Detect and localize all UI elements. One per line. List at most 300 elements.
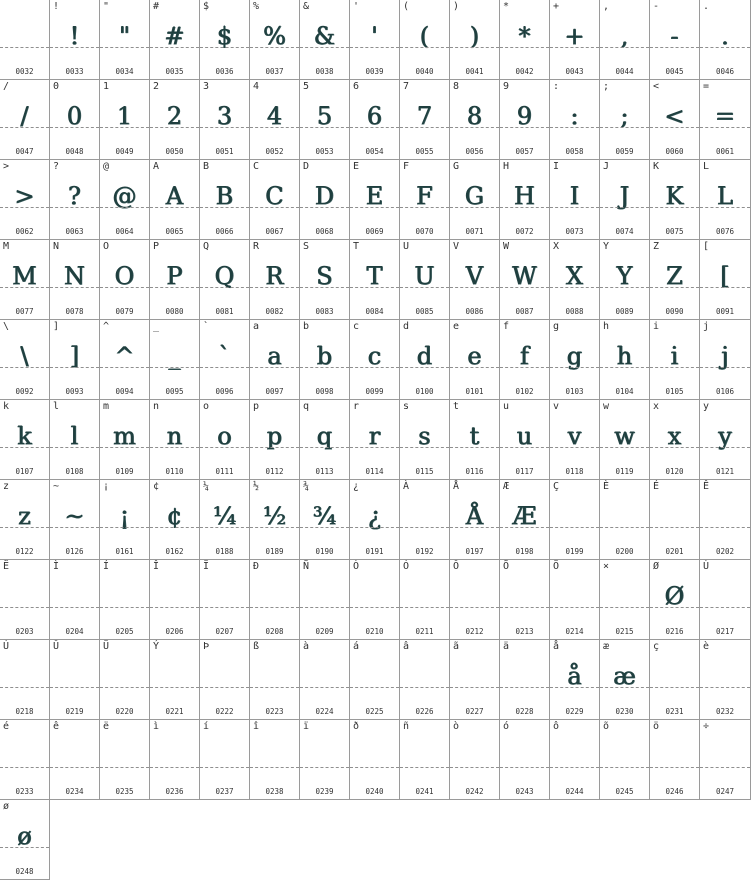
glyph-code-label: 0105 — [665, 387, 684, 396]
glyph-code-label: 0244 — [565, 787, 584, 796]
glyph-code-label: 0059 — [615, 147, 634, 156]
glyph-code-label: 0218 — [15, 707, 34, 716]
baseline-divider — [650, 447, 699, 448]
glyph-key-label: à — [303, 641, 310, 652]
glyph-preview: J — [619, 182, 630, 210]
baseline-divider — [500, 687, 549, 688]
glyph-key-label: ) — [453, 1, 460, 12]
glyph-key-label: + — [553, 1, 560, 12]
glyph-code-label: 0086 — [465, 307, 484, 316]
glyph-key-label: " — [103, 1, 110, 12]
glyph-preview: l — [70, 422, 79, 450]
glyph-cell — [550, 480, 600, 560]
glyph-code-label: 0084 — [365, 307, 384, 316]
baseline-divider — [400, 367, 449, 368]
glyph-code-label: 0207 — [215, 627, 234, 636]
glyph-key-label: d — [403, 321, 410, 332]
glyph-cell — [650, 640, 700, 720]
glyph-code-label: 0106 — [715, 387, 735, 396]
glyph-preview: ¼ — [212, 502, 237, 530]
glyph-cell — [450, 640, 500, 720]
baseline-divider — [300, 687, 349, 688]
glyph-key-label: Ð — [253, 561, 260, 572]
glyph-code-label: 0190 — [315, 547, 334, 556]
glyph-key-label: ¢ — [153, 481, 160, 492]
glyph-preview: . — [721, 22, 729, 50]
baseline-divider — [500, 367, 549, 368]
glyph-cell — [0, 240, 50, 320]
glyph-key-label: s — [403, 401, 410, 412]
glyph-key-label: / — [3, 81, 10, 92]
glyph-preview: / — [20, 102, 29, 130]
baseline-divider — [500, 767, 549, 768]
glyph-preview: ` — [218, 342, 231, 370]
glyph-code-label: 0090 — [665, 307, 684, 316]
glyph-preview — [550, 498, 599, 534]
glyph-code-label: 0070 — [415, 227, 434, 236]
glyph-cell — [350, 0, 400, 80]
glyph-cell — [600, 0, 650, 80]
baseline-divider — [0, 47, 49, 48]
baseline-divider — [0, 607, 49, 608]
glyph-key-label: Ô — [453, 561, 460, 572]
glyph-key-label: K — [653, 161, 660, 172]
glyph-code-label: 0079 — [115, 307, 134, 316]
glyph-preview: @ — [112, 182, 137, 210]
baseline-divider — [700, 207, 750, 208]
glyph-key-label: j — [703, 321, 710, 332]
glyph-key-label: × — [603, 561, 610, 572]
glyph-key-label: f — [503, 321, 510, 332]
glyph-preview: n — [166, 422, 183, 450]
glyph-preview: 6 — [366, 102, 383, 130]
baseline-divider — [250, 447, 299, 448]
glyph-code-label: 0227 — [465, 707, 484, 716]
glyph-code-label: 0197 — [465, 547, 484, 556]
baseline-divider — [600, 687, 649, 688]
baseline-divider — [100, 367, 149, 368]
glyph-key-label: Q — [203, 241, 210, 252]
glyph-cell — [600, 560, 650, 640]
glyph-key-label: è — [703, 641, 710, 652]
glyph-cell — [150, 320, 200, 400]
glyph-key-label: ì — [153, 721, 160, 732]
glyph-preview: : — [570, 102, 579, 130]
baseline-divider — [300, 767, 349, 768]
glyph-code-label: 0223 — [265, 707, 284, 716]
glyph-preview: ½ — [262, 502, 287, 530]
baseline-divider — [0, 367, 49, 368]
glyph-preview: * — [518, 22, 531, 50]
glyph-preview — [700, 578, 750, 614]
glyph-cell — [0, 480, 50, 560]
baseline-divider — [150, 527, 199, 528]
glyph-cell — [50, 720, 100, 800]
glyph-code-label: 0050 — [165, 147, 184, 156]
glyph-key-label: 9 — [503, 81, 510, 92]
glyph-key-label: u — [503, 401, 510, 412]
glyph-code-label: 0064 — [115, 227, 134, 236]
baseline-divider — [700, 607, 750, 608]
glyph-key-label: k — [3, 401, 10, 412]
glyph-code-label: 0092 — [15, 387, 34, 396]
glyph-preview — [200, 578, 249, 614]
glyph-cell — [450, 400, 500, 480]
glyph-preview: 2 — [166, 102, 183, 130]
glyph-cell — [350, 320, 400, 400]
glyph-key-label: À — [403, 481, 410, 492]
glyph-cell — [400, 560, 450, 640]
glyph-key-label: ¿ — [353, 481, 360, 492]
glyph-preview: ^ — [114, 342, 135, 370]
glyph-preview: ¡ — [119, 502, 130, 530]
baseline-divider — [600, 447, 649, 448]
glyph-key-label: â — [403, 641, 410, 652]
glyph-key-label: O — [103, 241, 110, 252]
glyph-code-label: 0246 — [665, 787, 684, 796]
glyph-cell — [400, 480, 450, 560]
glyph-code-label: 0224 — [315, 707, 334, 716]
glyph-cell — [0, 640, 50, 720]
glyph-key-label: È — [603, 481, 610, 492]
baseline-divider — [550, 367, 599, 368]
baseline-divider — [500, 447, 549, 448]
glyph-code-label: 0087 — [515, 307, 534, 316]
glyph-preview: d — [416, 342, 433, 370]
baseline-divider — [600, 287, 649, 288]
glyph-key-label: D — [303, 161, 310, 172]
glyph-preview — [450, 738, 499, 774]
glyph-preview: M — [12, 262, 37, 290]
glyph-key-label: Ü — [103, 641, 110, 652]
glyph-code-label: 0097 — [265, 387, 284, 396]
baseline-divider — [500, 287, 549, 288]
baseline-divider — [650, 287, 699, 288]
glyph-code-label: 0121 — [715, 467, 735, 476]
glyph-cell — [450, 80, 500, 160]
glyph-code-label: 0206 — [165, 627, 184, 636]
glyph-code-label: 0058 — [565, 147, 584, 156]
baseline-divider — [250, 767, 299, 768]
glyph-preview: & — [313, 22, 336, 50]
glyph-code-label: 0161 — [115, 547, 134, 556]
glyph-code-label: 0216 — [665, 627, 684, 636]
baseline-divider — [650, 367, 699, 368]
glyph-preview: t — [469, 422, 480, 450]
glyph-preview — [300, 658, 349, 694]
glyph-code-label: 0057 — [515, 147, 534, 156]
glyph-cell — [0, 400, 50, 480]
glyph-code-label: 0053 — [315, 147, 334, 156]
glyph-key-label: A — [153, 161, 160, 172]
glyph-key-label: Æ — [503, 481, 510, 492]
baseline-divider — [100, 127, 149, 128]
baseline-divider — [550, 447, 599, 448]
glyph-key-label: n — [153, 401, 160, 412]
glyph-key-label: W — [503, 241, 510, 252]
glyph-cell — [100, 0, 150, 80]
glyph-code-label: 0060 — [665, 147, 684, 156]
glyph-cell — [550, 80, 600, 160]
glyph-code-label: 0098 — [315, 387, 334, 396]
glyph-key-label: 4 — [253, 81, 260, 92]
glyph-code-label: 0233 — [15, 787, 34, 796]
glyph-key-label: ë — [103, 721, 110, 732]
glyph-preview: C — [265, 182, 284, 210]
glyph-cell — [50, 560, 100, 640]
glyph-code-label: 0034 — [115, 67, 134, 76]
glyph-code-label: 0093 — [65, 387, 84, 396]
glyph-cell — [600, 320, 650, 400]
glyph-code-label: 0229 — [565, 707, 584, 716]
glyph-cell — [200, 720, 250, 800]
baseline-divider — [50, 607, 99, 608]
glyph-cell — [550, 720, 600, 800]
baseline-divider — [150, 127, 199, 128]
baseline-divider — [450, 127, 499, 128]
glyph-preview — [450, 578, 499, 614]
glyph-code-label: 0083 — [315, 307, 334, 316]
glyph-preview: æ — [613, 662, 636, 690]
glyph-preview: i — [670, 342, 679, 370]
glyph-code-label: 0101 — [465, 387, 484, 396]
glyph-code-label: 0094 — [115, 387, 134, 396]
glyph-code-label: 0077 — [15, 307, 34, 316]
glyph-key-label: í — [203, 721, 210, 732]
glyph-code-label: 0112 — [265, 467, 284, 476]
baseline-divider — [600, 47, 649, 48]
baseline-divider — [250, 687, 299, 688]
baseline-divider — [0, 447, 49, 448]
glyph-code-label: 0248 — [15, 867, 34, 876]
glyph-code-label: 0226 — [415, 707, 434, 716]
baseline-divider — [300, 207, 349, 208]
glyph-cell — [500, 80, 550, 160]
glyph-code-label: 0037 — [265, 67, 284, 76]
glyph-cell — [700, 160, 751, 240]
glyph-code-label: 0120 — [665, 467, 684, 476]
glyph-code-label: 0043 — [565, 67, 584, 76]
glyph-code-label: 0041 — [465, 67, 484, 76]
glyph-key-label: E — [353, 161, 360, 172]
glyph-cell — [50, 240, 100, 320]
glyph-cell — [0, 160, 50, 240]
glyph-preview — [350, 658, 399, 694]
glyph-cell — [300, 80, 350, 160]
glyph-code-label: 0063 — [65, 227, 84, 236]
glyph-preview: Z — [666, 262, 683, 290]
glyph-preview: < — [664, 102, 685, 130]
glyph-key-label: t — [453, 401, 460, 412]
glyph-preview: O — [114, 262, 135, 290]
glyph-preview: c — [367, 342, 382, 370]
glyph-preview: w — [614, 422, 635, 450]
glyph-preview: å — [567, 662, 582, 690]
baseline-divider — [300, 47, 349, 48]
glyph-cell — [450, 160, 500, 240]
baseline-divider — [700, 47, 750, 48]
glyph-code-label: 0049 — [115, 147, 134, 156]
glyph-key-label: X — [553, 241, 560, 252]
baseline-divider — [100, 687, 149, 688]
glyph-code-label: 0035 — [165, 67, 184, 76]
glyph-cell — [0, 0, 50, 80]
glyph-code-label: 0096 — [215, 387, 234, 396]
glyph-preview: W — [512, 262, 537, 290]
glyph-key-label: N — [53, 241, 60, 252]
glyph-key-label: Ó — [403, 561, 410, 572]
glyph-cell — [250, 640, 300, 720]
glyph-code-label: 0191 — [365, 547, 384, 556]
glyph-code-label: 0220 — [115, 707, 134, 716]
glyph-code-label: 0069 — [365, 227, 384, 236]
glyph-preview: 7 — [416, 102, 433, 130]
glyph-preview: $ — [216, 22, 233, 50]
glyph-cell — [250, 480, 300, 560]
glyph-preview: r — [368, 422, 381, 450]
glyph-cell — [600, 160, 650, 240]
glyph-code-label: 0044 — [615, 67, 634, 76]
glyph-code-label: 0208 — [265, 627, 284, 636]
glyph-key-label: ` — [203, 321, 210, 332]
baseline-divider — [600, 607, 649, 608]
glyph-cell — [350, 160, 400, 240]
glyph-code-label: 0108 — [65, 467, 84, 476]
glyph-key-label: q — [303, 401, 310, 412]
baseline-divider — [100, 527, 149, 528]
glyph-key-label: h — [603, 321, 610, 332]
glyph-code-label: 0095 — [165, 387, 184, 396]
glyph-cell — [150, 240, 200, 320]
glyph-preview — [150, 738, 199, 774]
glyph-code-label: 0036 — [215, 67, 234, 76]
glyph-code-label: 0046 — [715, 67, 735, 76]
glyph-cell — [550, 240, 600, 320]
glyph-preview: b — [316, 342, 333, 370]
glyph-code-label: 0234 — [65, 787, 84, 796]
glyph-preview — [0, 738, 49, 774]
glyph-key-label: Í — [103, 561, 110, 572]
glyph-code-label: 0232 — [715, 707, 735, 716]
glyph-cell — [700, 560, 751, 640]
glyph-cell — [500, 720, 550, 800]
glyph-preview: T — [366, 262, 383, 290]
glyph-cell — [100, 80, 150, 160]
glyph-preview: F — [416, 182, 433, 210]
glyph-key-label: ~ — [53, 481, 60, 492]
glyph-key-label: [ — [703, 241, 710, 252]
glyph-preview: S — [316, 262, 333, 290]
glyph-preview: " — [118, 22, 131, 50]
glyph-cell — [100, 640, 150, 720]
baseline-divider — [50, 367, 99, 368]
glyph-key-label: ø — [3, 801, 10, 812]
glyph-cell — [50, 0, 100, 80]
baseline-divider — [300, 607, 349, 608]
glyph-preview: = — [714, 102, 736, 130]
glyph-key-label: 2 — [153, 81, 160, 92]
glyph-preview: ] — [69, 342, 80, 370]
baseline-divider — [200, 287, 249, 288]
baseline-divider — [500, 127, 549, 128]
baseline-divider — [450, 527, 499, 528]
glyph-key-label: e — [453, 321, 460, 332]
glyph-key-label: Ë — [3, 561, 10, 572]
glyph-key-label: Ç — [553, 481, 560, 492]
glyph-key-label: Ñ — [303, 561, 310, 572]
glyph-key-label: å — [553, 641, 560, 652]
glyph-cell — [350, 400, 400, 480]
glyph-preview: j — [721, 342, 729, 370]
glyph-code-label: 0032 — [15, 67, 34, 76]
glyph-key-label: y — [703, 401, 710, 412]
glyph-cell — [550, 400, 600, 480]
glyph-preview — [400, 738, 449, 774]
baseline-divider — [250, 367, 299, 368]
glyph-preview: G — [464, 182, 485, 210]
glyph-cell — [700, 0, 751, 80]
glyph-preview: > — [14, 182, 35, 210]
glyph-preview: Ø — [664, 582, 685, 610]
glyph-cell — [0, 320, 50, 400]
baseline-divider — [0, 287, 49, 288]
glyph-cell — [200, 560, 250, 640]
glyph-key-label: Ê — [703, 481, 710, 492]
glyph-cell — [650, 0, 700, 80]
glyph-cell — [650, 80, 700, 160]
glyph-preview: z — [18, 502, 31, 530]
glyph-preview: D — [314, 182, 335, 210]
glyph-preview: Æ — [512, 502, 537, 530]
glyph-code-label: 0109 — [115, 467, 134, 476]
glyph-code-label: 0118 — [565, 467, 584, 476]
glyph-cell — [650, 720, 700, 800]
glyph-cell — [550, 320, 600, 400]
baseline-divider — [50, 687, 99, 688]
glyph-cell — [250, 80, 300, 160]
glyph-cell — [500, 240, 550, 320]
glyph-code-label: 0202 — [715, 547, 735, 556]
glyph-preview — [350, 738, 399, 774]
glyph-preview — [200, 658, 249, 694]
baseline-divider — [250, 127, 299, 128]
glyph-key-label: õ — [603, 721, 610, 732]
glyph-key-label: Ö — [553, 561, 560, 572]
glyph-key-label: 0 — [53, 81, 60, 92]
glyph-code-label: 0113 — [315, 467, 334, 476]
glyph-key-label: L — [703, 161, 710, 172]
baseline-divider — [150, 367, 199, 368]
glyph-key-label: m — [103, 401, 110, 412]
glyph-code-label: 0062 — [15, 227, 34, 236]
baseline-divider — [450, 47, 499, 48]
glyph-cell — [0, 800, 50, 880]
baseline-divider — [700, 447, 750, 448]
glyph-preview: 8 — [466, 102, 483, 130]
glyph-cell — [700, 640, 751, 720]
glyph-key-label: ( — [403, 1, 410, 12]
glyph-preview: - — [670, 22, 679, 50]
glyph-preview: ! — [69, 22, 80, 50]
glyph-cell — [700, 320, 751, 400]
glyph-preview — [600, 738, 649, 774]
glyph-preview: _ — [168, 342, 181, 370]
glyph-key-label: & — [303, 1, 310, 12]
glyph-preview: 4 — [266, 102, 283, 130]
glyph-key-label: . — [703, 1, 710, 12]
glyph-code-label: 0241 — [415, 787, 434, 796]
glyph-preview: o — [217, 422, 232, 450]
